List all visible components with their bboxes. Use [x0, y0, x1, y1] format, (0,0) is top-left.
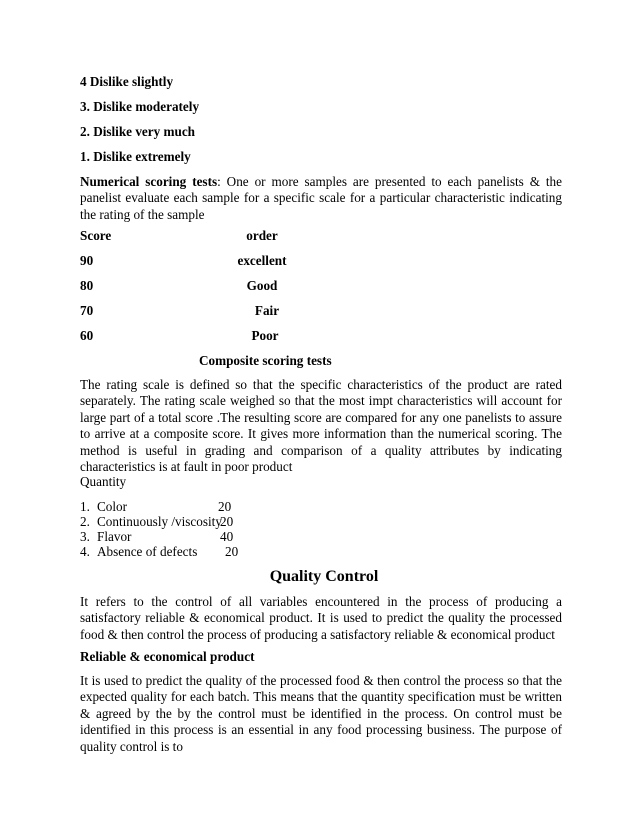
hedonic-item-3: 3. Dislike moderately [80, 99, 200, 114]
list-number: 3. [80, 529, 90, 544]
list-item-value: 40 [220, 529, 234, 544]
list-item-name: Absence of defects [97, 544, 198, 559]
order-cell: Poor [251, 328, 279, 343]
score-cell: 70 [80, 303, 94, 318]
list-item-name: Continuously /viscosity [97, 514, 222, 529]
list-item-value: 20 [218, 499, 232, 514]
order-header: order [246, 228, 278, 243]
score-cell: 80 [80, 278, 94, 293]
order-cell: Good [246, 278, 278, 293]
numerical-scoring-heading: Numerical scoring tests [80, 174, 218, 189]
numerical-scoring-paragraph [80, 174, 562, 223]
list-number: 4. [80, 544, 90, 559]
list-item-value: 20 [220, 514, 234, 529]
list-number: 2. [80, 514, 90, 529]
quantity-label: Quantity [80, 474, 127, 489]
score-cell: 90 [80, 253, 94, 268]
composite-heading: Composite scoring tests [199, 353, 332, 368]
numerical-scoring-text: : One or more samples are presented to each panelists & the panelist evaluate each sample for a specific scale for a particular characteristic indicating the rating of the sample [80, 174, 562, 222]
order-cell: excellent [237, 253, 287, 268]
list-item-name: Color [97, 499, 128, 514]
hedonic-item-1: 1. Dislike extremely [80, 149, 191, 164]
hedonic-item-4: 4 Dislike slightly [80, 74, 174, 89]
list-item-value: 20 [225, 544, 239, 559]
reliable-paragraph: It is used to predict the quality of the processed food & then control the process so that the expected quality for each batch. This means that the quantity specification must be written & agreed by the by the control must be identified in the process. On control must be identified in this process is an essential in any food processing business. The purpose of quality control is to [80, 673, 562, 754]
list-item-name: Flavor [97, 529, 132, 544]
hedonic-item-2: 2. Dislike very much [80, 124, 196, 139]
quality-control-heading: Quality Control [269, 568, 379, 585]
score-cell: 60 [80, 328, 94, 343]
list-number: 1. [80, 499, 90, 514]
order-cell: Fair [254, 303, 280, 318]
quality-control-paragraph: It refers to the control of all variables encountered in the process of producing a satisfactory reliable & economical product. It is used to predict the quality the processed food & then control the process of producing a satisfactory reliable & economical product [80, 594, 562, 642]
reliable-heading: Reliable & economical product [80, 649, 255, 664]
score-header: Score [80, 228, 112, 243]
composite-paragraph: The rating scale is defined so that the specific characteristics of the product are rated separately. The rating scale weighed so that the most impt characteristics will account for large part of a total score .The resulting score are compared for any one panelists to assure to arrive at a composite score. It gives more information than the numerical scoring. The method is useful in grading and comparison of a quality attributes by indicating characteristics is at fault in poor product [80, 377, 562, 475]
